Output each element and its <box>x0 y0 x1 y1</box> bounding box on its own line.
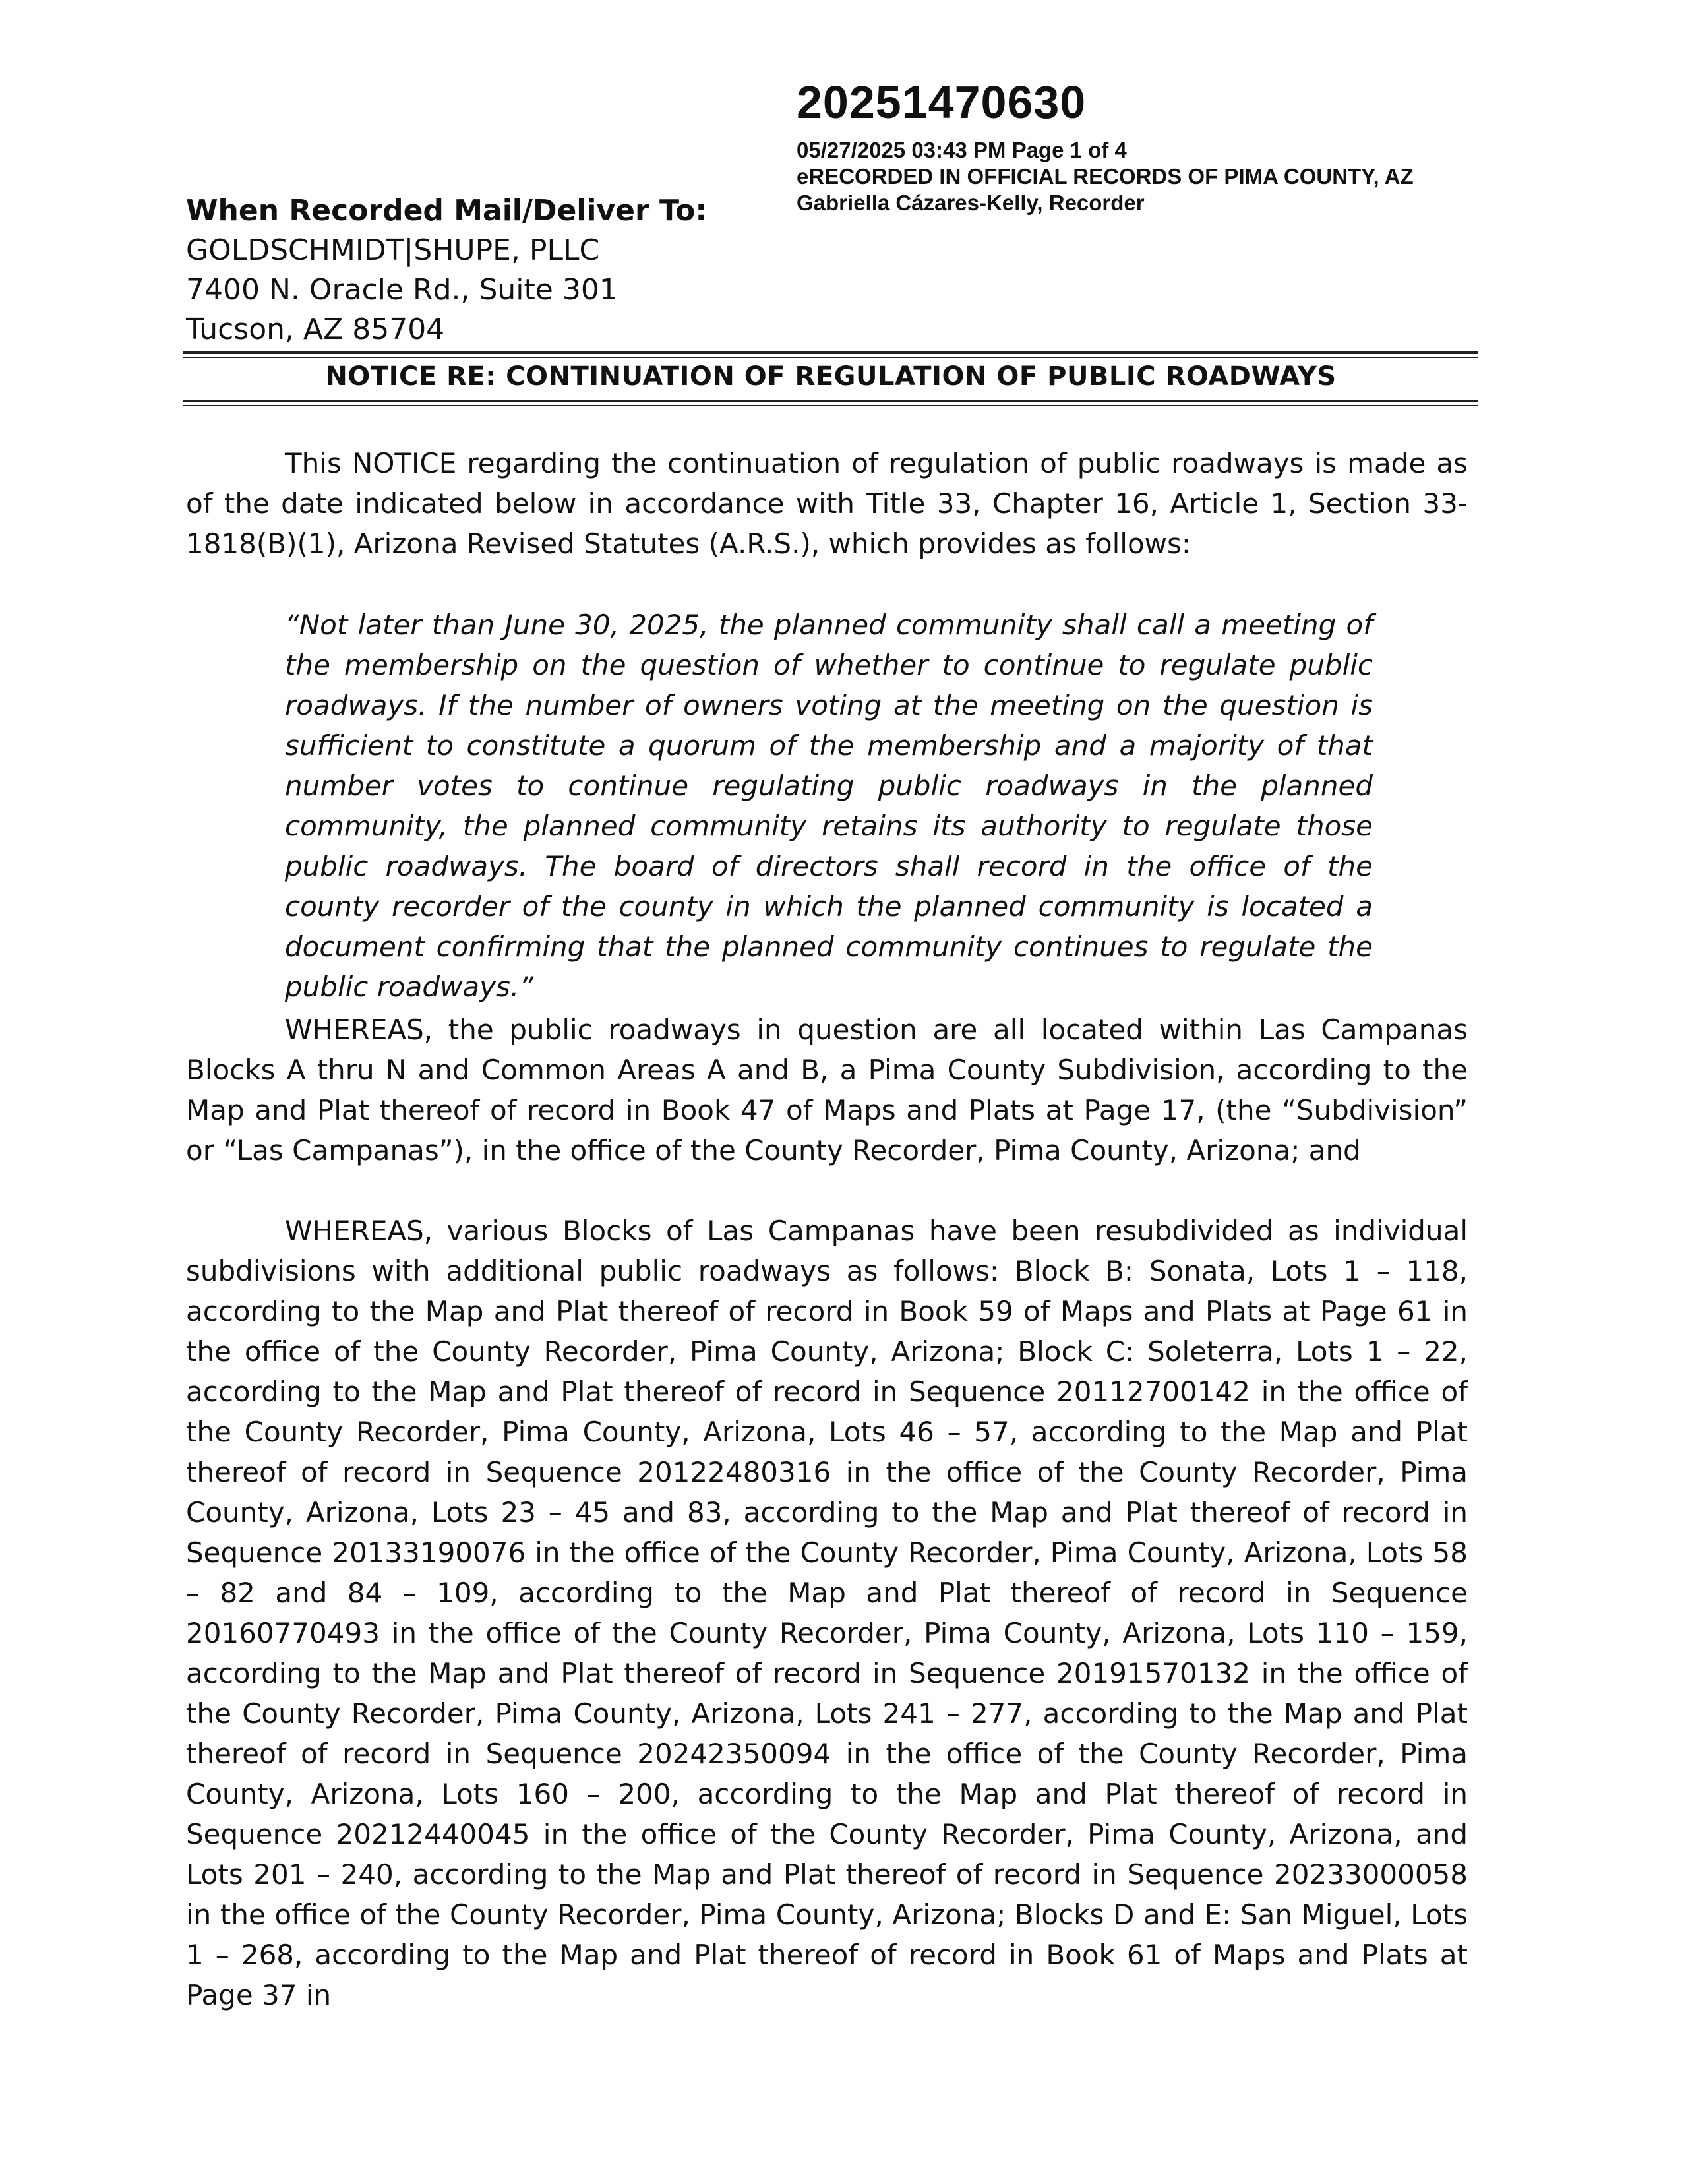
title-bottom-rule <box>183 400 1478 402</box>
recording-stamp <box>797 74 1667 216</box>
title-top-rule <box>183 351 1478 354</box>
mail-to-firm: GOLDSCHMIDT|SHUPE, PLLC <box>186 233 600 267</box>
mail-to-heading: When Recorded Mail/Deliver To: <box>186 194 708 228</box>
recording-erecorded-line: eRECORDED IN OFFICIAL RECORDS OF PIMA COUNTY, AZ <box>797 164 1414 189</box>
recording-number: 20251470630 <box>797 76 1087 128</box>
title-bottom-rule-secondary <box>183 405 1478 406</box>
mail-to-street: 7400 N. Oracle Rd., Suite 301 <box>186 273 618 307</box>
recording-recorder: Gabriella Cázares-Kelly, Recorder <box>797 191 1145 215</box>
intro-paragraph: This NOTICE regarding the continuation of regulation of public roadways is made as of the date indicated below in accordance with Title 33, Chapter 16, Article 1, Section 33-1818(B)(1), Arizona Revised Statutes (A.R.S.), which provides as follows: <box>186 447 1468 560</box>
whereas-paragraph-1: WHEREAS, the public roadways in question are all located within Las Campanas Blocks A thru N and Common Areas A and B, a Pima County Subdivision, according to the Map and Plat thereof of record in Book 47 of Maps and Plats at Page 17, (the “Subdivision” or “Las Campanas”), in the office of the County Recorder, Pima County, Arizona; and <box>186 1014 1468 1167</box>
whereas-paragraph-2: WHEREAS, various Blocks of Las Campanas have been resubdivided as individual subdivisions with additional public roadways as follows: Block B: Sonata, Lots 1 – 118, according to the Map and Plat thereof of record in Book 59 of Maps and Plats at Page 61 in the office of the County Recorder, Pima County, Arizona; Block C: Soleterra, Lots 1 – 22, according to the Map and Plat thereof of record in Sequence 20112700142 in the office of the County Recorder, Pima County, Arizona, Lots 46 – 57, according to the Map and Plat thereof of record in Sequence 20122480316 in the office of the County Recorder, Pima County, Arizona, Lots 23 – 45 and 83, according to the Map and Plat thereof of record in Sequence 20133190076 in the office of the County Recorder, Pima County, Arizona, Lots 58 – 82 and 84 – 109, according to the Map and Plat thereof of record in Sequence 20160770493 in the office of the County Recorder, Pima County, Arizona, Lots 110 – 159, according to the Map and Plat thereof of record in Sequence 20191570132 in the office of the County Recorder, Pima County, Arizona, Lots 241 – 277, according to the Map and Plat thereof of record in Sequence 20242350094 in the office of the County Recorder, Pima County, Arizona, Lots 160 – 200, according to the Map and Plat thereof of record in Sequence 20212440045 in the office of the County Recorder, Pima County, Arizona, and Lots 201 – 240, according to the Map and Plat thereof of record in Sequence 20233000058 in the office of the County Recorder, Pima County, Arizona; Blocks D and E: San Miguel, Lots 1 – 268, according to the Map and Plat thereof of record in Book 61 of Maps and Plats at Page 37 in <box>186 1215 1468 2011</box>
document-title: NOTICE RE: CONTINUATION OF REGULATION OF PUBLIC ROADWAYS <box>325 361 1337 392</box>
statute-quote: “Not later than June 30, 2025, the planned community shall call a meeting of the membership on the question of whether to continue to regulate public roadways. If the number of owners voting at the meeting on the question is sufficient to constitute a quorum of the membership and a majority of that number votes to continue regulating public roadways in the planned community, the planned community retains its authority to regulate those public roadways. The board of directors shall record in the office of the county recorder of the county in which the planned community is located a document confirming that the planned community continues to regulate the public roadways.” <box>285 609 1373 1003</box>
mail-to-address-block <box>186 191 779 349</box>
mail-to-city: Tucson, AZ 85704 <box>186 313 445 346</box>
recording-datetime-page: 05/27/2025 03:43 PM Page 1 of 4 <box>797 138 1127 162</box>
